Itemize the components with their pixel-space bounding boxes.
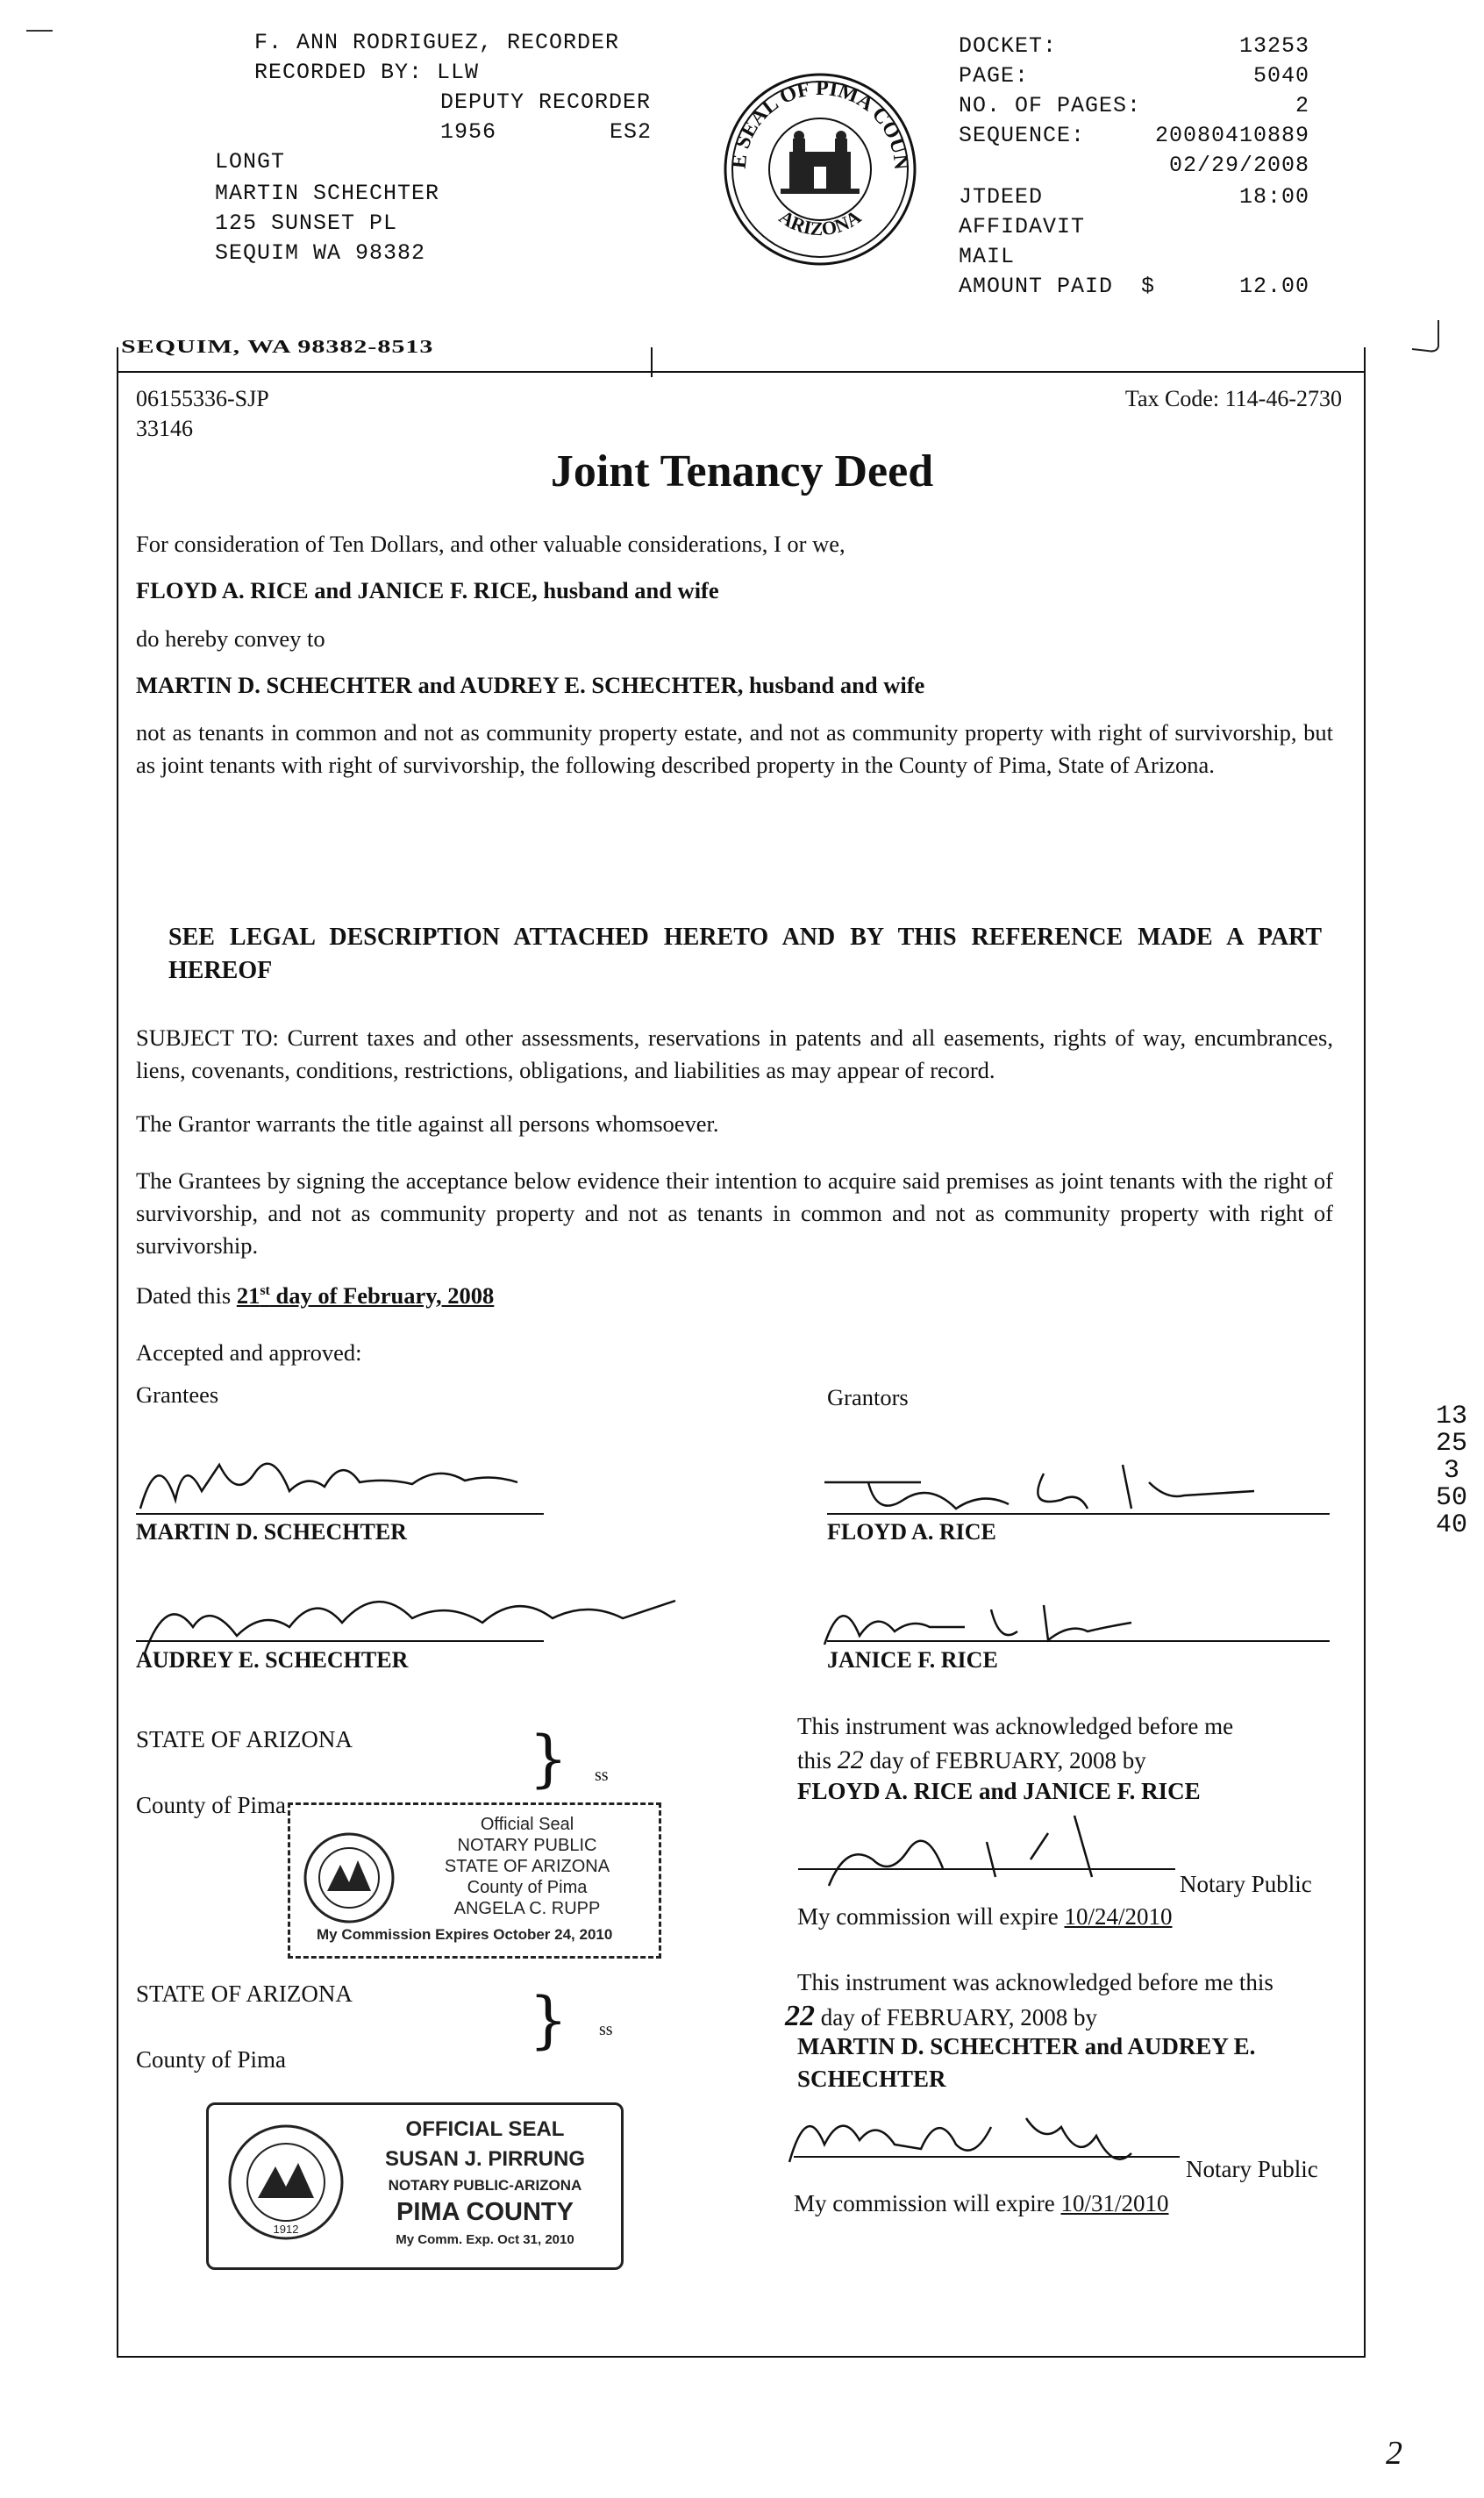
recorded-by: RECORDED BY: LLW — [254, 60, 480, 85]
grantee1-name: MARTIN D. SCHECHTER — [136, 1519, 407, 1545]
notary2-ss: ss — [599, 2020, 613, 2039]
notary1-signature-line — [798, 1868, 1175, 1870]
notary1-ack-names: FLOYD A. RICE and JANICE F. RICE — [797, 1778, 1201, 1804]
grantee2-signature-line — [136, 1640, 544, 1642]
accepted-label: Accepted and approved: — [136, 1339, 362, 1366]
notary1-expiry-date: 10/24/2010 — [1064, 1903, 1173, 1930]
return-city: SEQUIM WA 98382 — [215, 240, 426, 266]
grantee2-name: AUDREY E. SCHECHTER — [136, 1647, 409, 1673]
notary2-expiry: My commission will expire 10/31/2010 — [794, 2190, 1169, 2216]
notary1-title: Notary Public — [1180, 1871, 1312, 1897]
notary2-ack-line2: 22 day of FEBRUARY, 2008 by — [785, 2000, 1098, 2032]
docket-block — [959, 33, 1309, 314]
mail-row: MAIL — [959, 244, 1016, 269]
notary1-ack-line2: this 22 day of FEBRUARY, 2008 by — [797, 1745, 1146, 1774]
svg-text:THE SEAL OF PIMA COUNTY: E SEAL OF PIMA COUN — [727, 76, 913, 171]
deed-frame-top — [117, 371, 1364, 373]
svg-text:1912: 1912 — [273, 2223, 299, 2236]
dated-line — [136, 1282, 494, 1310]
notary1-expiry: My commission will expire 10/24/2010 — [797, 1903, 1173, 1930]
sequence-row: SEQUENCE: 20080410889 — [959, 123, 1309, 148]
dated-prefix: Dated this — [136, 1282, 237, 1309]
corner-mark — [26, 30, 53, 32]
return-street: 125 SUNSET PL — [215, 211, 398, 236]
dated-value: 21st day of February, 2008 — [236, 1282, 495, 1309]
grantors-named: FLOYD A. RICE and JANICE F. RICE, husband and wife — [136, 577, 719, 603]
notary1-ack-day: 22 — [837, 1745, 864, 1774]
stamp-line: PIMA COUNTY — [396, 2198, 574, 2226]
notary2-brace: } — [529, 1984, 568, 2056]
stamp-line: County of Pima — [467, 1878, 588, 1897]
amount-row: AMOUNT PAID $ 12.00 — [959, 274, 1309, 299]
grantee1-signature-line — [136, 1513, 544, 1515]
date-row: 02/29/2008 — [1168, 153, 1309, 178]
notary1-brace: } — [529, 1723, 568, 1795]
notary2-ack-line1: This instrument was acknowledged before me this — [797, 1969, 1274, 1995]
notary2-signature — [763, 2092, 1184, 2188]
consideration-text: For consideration of Ten Dollars, and other valuable considerations, I or we, — [136, 531, 845, 557]
stamp-line: NOTARY PUBLIC-ARIZONA — [388, 2177, 582, 2194]
grantor1-signature-line — [827, 1513, 1330, 1515]
tax-code: Tax Code: 114-46-2730 — [1124, 386, 1342, 411]
recorder-name: F. ANN RODRIGUEZ, RECORDER — [254, 30, 620, 55]
notary2-ack-names1: MARTIN D. SCHECHTER and AUDREY E. — [797, 2033, 1256, 2059]
notary1-ack-line1: This instrument was acknowledged before me — [797, 1713, 1234, 1739]
notary2-title: Notary Public — [1186, 2156, 1318, 2182]
affidavit-row: AFFIDAVIT — [959, 214, 1086, 239]
warranty-text: The Grantor warrants the title against all persons whomsoever. — [136, 1110, 719, 1137]
grantees-paragraph: The Grantees by signing the acceptance below evidence their intention to acquire said premises as joint tenants with the right of survivorship, and not as community property and not as tenants in common and not as community property with right of survivorship. — [136, 1167, 1333, 1259]
seal-graphic — [719, 68, 921, 270]
stamp-line: STATE OF ARIZONA — [444, 1857, 610, 1876]
return-code: LONGT — [215, 149, 286, 175]
stamp-line: Official Seal — [480, 1815, 574, 1834]
deed-title: Joint Tenancy Deed — [550, 446, 934, 496]
return-address-partial: SEQUIM, WA 98382-8513 — [121, 337, 434, 358]
grantor1-name: FLOYD A. RICE — [827, 1519, 996, 1545]
stamp-line: My Comm. Exp. Oct 31, 2010 — [396, 2232, 574, 2247]
notary2-stamp-seal — [225, 2121, 347, 2244]
notary1-signature — [794, 1807, 1162, 1903]
stamp-line: NOTARY PUBLIC — [457, 1836, 597, 1855]
notary1-stamp — [288, 1802, 661, 1959]
grantor2-name: JANICE F. RICE — [827, 1647, 998, 1673]
convey-text: do hereby convey to — [136, 625, 325, 652]
tenancy-paragraph: not as tenants in common and not as community property estate, and not as community property with right of survivorship, but as joint tenants with right of survivorship, the following described property in the County of Pima, State of Arizona. — [136, 719, 1333, 778]
docket-row: DOCKET: 13253 — [959, 33, 1309, 59]
notary2-state: STATE OF ARIZONA — [136, 1981, 353, 2007]
file-number-2: 33146 — [136, 416, 193, 441]
stamp-line: SUSAN J. PIRRUNG — [384, 2147, 586, 2171]
notary1-ss: ss — [595, 1766, 609, 1785]
doctype-row: JTDEED 18:00 — [959, 184, 1309, 210]
notary1-stamp-expiry: My Commission Expires October 24, 2010 — [317, 1926, 613, 1943]
stamp-line: ANGELA C. RUPP — [453, 1899, 601, 1918]
page-number: 2 — [1386, 2435, 1402, 2472]
notary2-county: County of Pima — [136, 2046, 287, 2073]
notary2-ack-names2: SCHECHTER — [797, 2066, 946, 2092]
subject-to-paragraph: SUBJECT TO: Current taxes and other assessments, reservations in patents and all easements, rights of way, encumbrances, liens, covenants, conditions, restrictions, obligations, and liabilities as may appear of record. — [136, 1024, 1333, 1083]
legal-description-notice: SEE LEGAL DESCRIPTION ATTACHED HERETO AND BY THIS REFERENCE MADE A PART HEREOF — [168, 924, 1322, 984]
notary1-state: STATE OF ARIZONA — [136, 1726, 353, 1752]
notary2-stamp-text — [358, 2117, 612, 2247]
notary2-expiry-date: 10/31/2010 — [1060, 2190, 1169, 2216]
svg-text:ARIZONA: ARIZONA — [774, 205, 866, 240]
notary1-county: County of Pima — [136, 1792, 287, 1818]
grantor2-signature-line — [827, 1640, 1330, 1642]
margin-hook-mark — [1403, 316, 1447, 360]
pima-county-seal — [719, 68, 921, 270]
deputy-code: ES2 — [610, 119, 653, 145]
deputy-recorder: DEPUTY RECORDER — [440, 89, 652, 115]
page-row: PAGE: 5040 — [959, 63, 1309, 89]
margin-docket-stamp: 13253 5040 — [1435, 1402, 1467, 1540]
return-name: MARTIN SCHECHTER — [215, 181, 440, 206]
grantees-named: MARTIN D. SCHECHTER and AUDREY E. SCHECHTER, husband and wife — [136, 672, 925, 698]
stamp-line: OFFICIAL SEAL — [405, 2117, 565, 2141]
grantors-label: Grantors — [827, 1384, 909, 1410]
grantees-label: Grantees — [136, 1381, 219, 1408]
notary1-stamp-text — [404, 1814, 650, 1919]
notary2-ack-day: 22 — [785, 2000, 815, 2032]
file-number: 06155336-SJP — [136, 386, 269, 411]
notary2-signature-line — [794, 2156, 1180, 2158]
deputy-number: 1956 — [440, 119, 497, 145]
pages-row: NO. OF PAGES: 2 — [959, 93, 1309, 118]
notary1-stamp-seal — [301, 1830, 397, 1926]
notary2-stamp — [206, 2102, 624, 2270]
